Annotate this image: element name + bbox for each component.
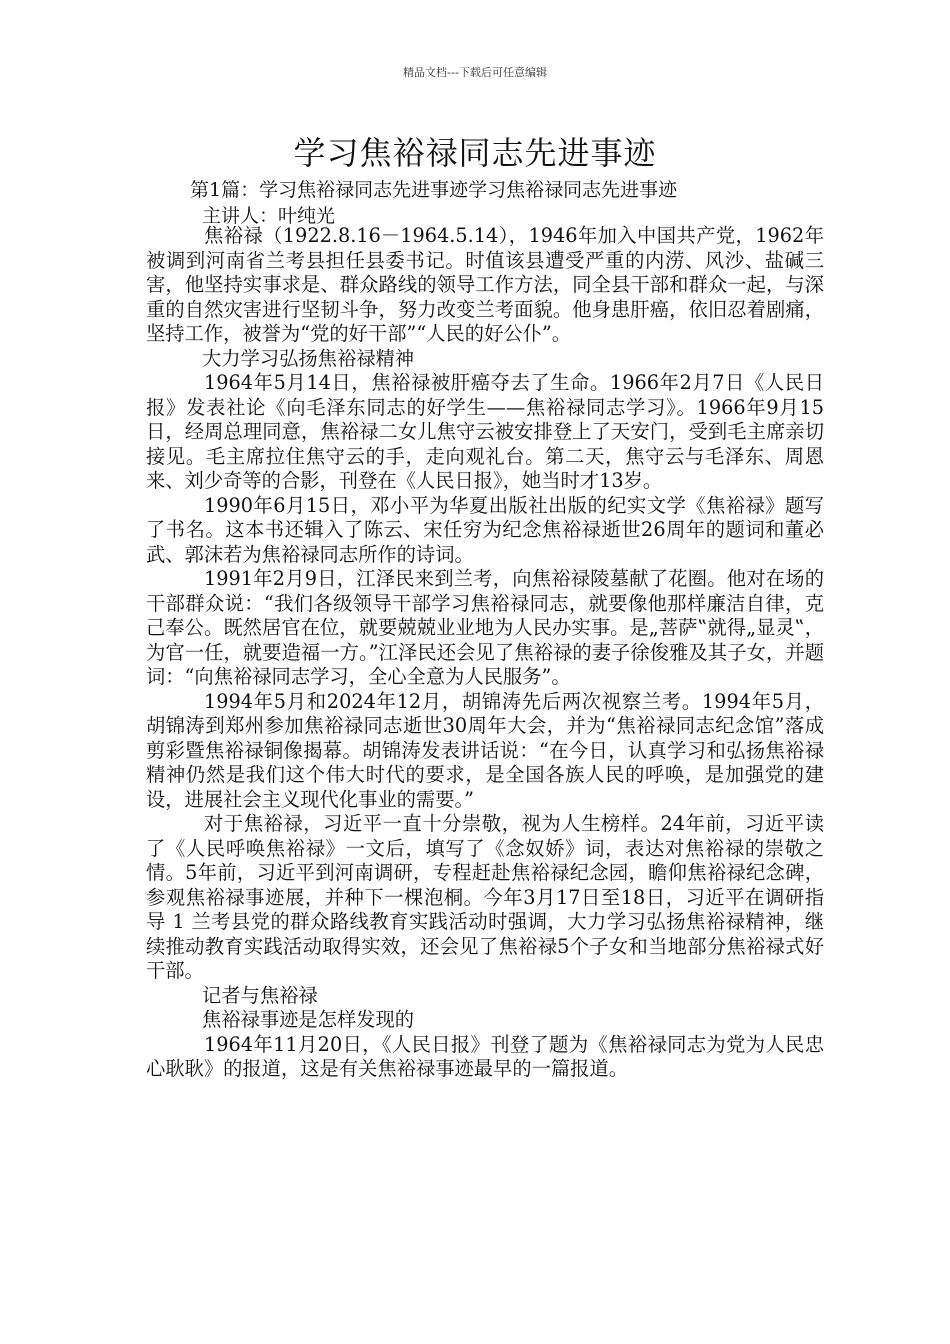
paragraph-intro: 焦裕禄（1922.8.16－1964.5.14），1946年加入中国共产党，1962年被调到河南省兰考县担任县委书记。时值该县遭受严重的内涝、风沙、盐碱三害，他坚持实事求是、群众路线的领导工作方法，同全县干部和群众一起，与深重的自然灾害进行坚韧斗争，努力改变兰考面貌。他身患肝癌，依旧忍着剧痛，坚持工作，被誉为“党的好干部”“人民的好公仆”。 <box>146 224 824 345</box>
paragraph-report: 1964年11月20日，《人民日报》刊登了题为《焦裕禄同志为党为人民忠心耿耿》的报道，这是有关焦裕禄事迹最早的一篇报道。 <box>146 1032 824 1080</box>
header-note: 精品文档---下载后可任意编辑 <box>403 66 547 79</box>
paragraph-xi: 对于焦裕禄，习近平一直十分崇敬，视为人生榜样。24年前，习近平读了《人民呼唤焦裕禄》一文后，填写了《念奴娇》词，表达对焦裕禄的崇敬之情。5年前，习近平到河南调研，专程赶赴焦裕禄纪念园，瞻仰焦裕禄纪念碑，参观焦裕禄事迹展，并种下一棵泡桐。今年3月17日至18日，习近平在调研指导 1 兰考县党的群众路线教育实践活动时强调，大力学习弘扬焦裕禄精神，继续推动教育实践活动取得实效，还会见了焦裕禄5个子女和当地部分焦裕禄式好干部。 <box>146 812 824 982</box>
paragraph-1964: 1964年5月14日，焦裕禄被肝癌夺去了生命。1966年2月7日《人民日报》发表社论《向毛泽东同志的好学生——焦裕禄同志学习》。1966年9月15日，经周总理同意，焦裕禄二女儿焦守云被安排登上了天安门，受到毛主席亲切接见。毛主席拉住焦守云的手，走向观礼台。第二天，焦守云与毛泽东、周恩来、刘少奇等的合影，刊登在《人民日报》，她当时才13岁。 <box>146 371 824 492</box>
document-body <box>146 224 824 1082</box>
section-heading: 焦裕禄事迹是怎样发现的 <box>202 1008 415 1031</box>
subtitle: 第1篇：学习焦裕禄同志先进事迹学习焦裕禄同志先进事迹 <box>190 179 678 201</box>
section-heading: 记者与焦裕禄 <box>202 983 318 1007</box>
paragraph-1990: 1990年6月15日，邓小平为华夏出版社出版的纪实文学《焦裕禄》题写了书名。这本书还辑入了陈云、宋任穷为纪念焦裕禄逝世26周年的题词和董必武、郭沫若为焦裕禄同志所作的诗词。 <box>146 493 824 566</box>
lecturer-line: 主讲人：叶纯光 <box>202 205 336 227</box>
section-heading: 大力学习弘扬焦裕禄精神 <box>202 346 415 370</box>
paragraph-1994: 1994年5月和2024年12月，胡锦涛先后两次视察兰考。1994年5月，胡锦涛到郑州参加焦裕禄同志逝世30周年大会，并为“焦裕禄同志纪念馆”落成剪彩暨焦裕禄铜像揭幕。胡锦涛发表讲话说：“在今日，认真学习和弘扬焦裕禄精神仍然是我们这个伟大时代的要求，是全国各族人民的呼唤，是加强党的建设，进展社会主义现代化事业的需要。” <box>146 689 824 811</box>
page-title: 学习焦裕禄同志先进事迹 <box>293 134 657 172</box>
paragraph-1991: 1991年2月9日，江泽民来到兰考，向焦裕禄陵墓献了花圈。他对在场的干部群众说：“我们各级领导干部学习焦裕禄同志，就要像他那样廉洁自律，克己奉公。既然居官在位，就要兢兢业业地为人民办实事。是„菩萨‟就得„显灵‟，为官一任，就要造福一方。”江泽民还会见了焦裕禄的妻子徐俊雅及其子女，并题词：“向焦裕禄同志学习，全心全意为人民服务”。 <box>146 567 824 688</box>
